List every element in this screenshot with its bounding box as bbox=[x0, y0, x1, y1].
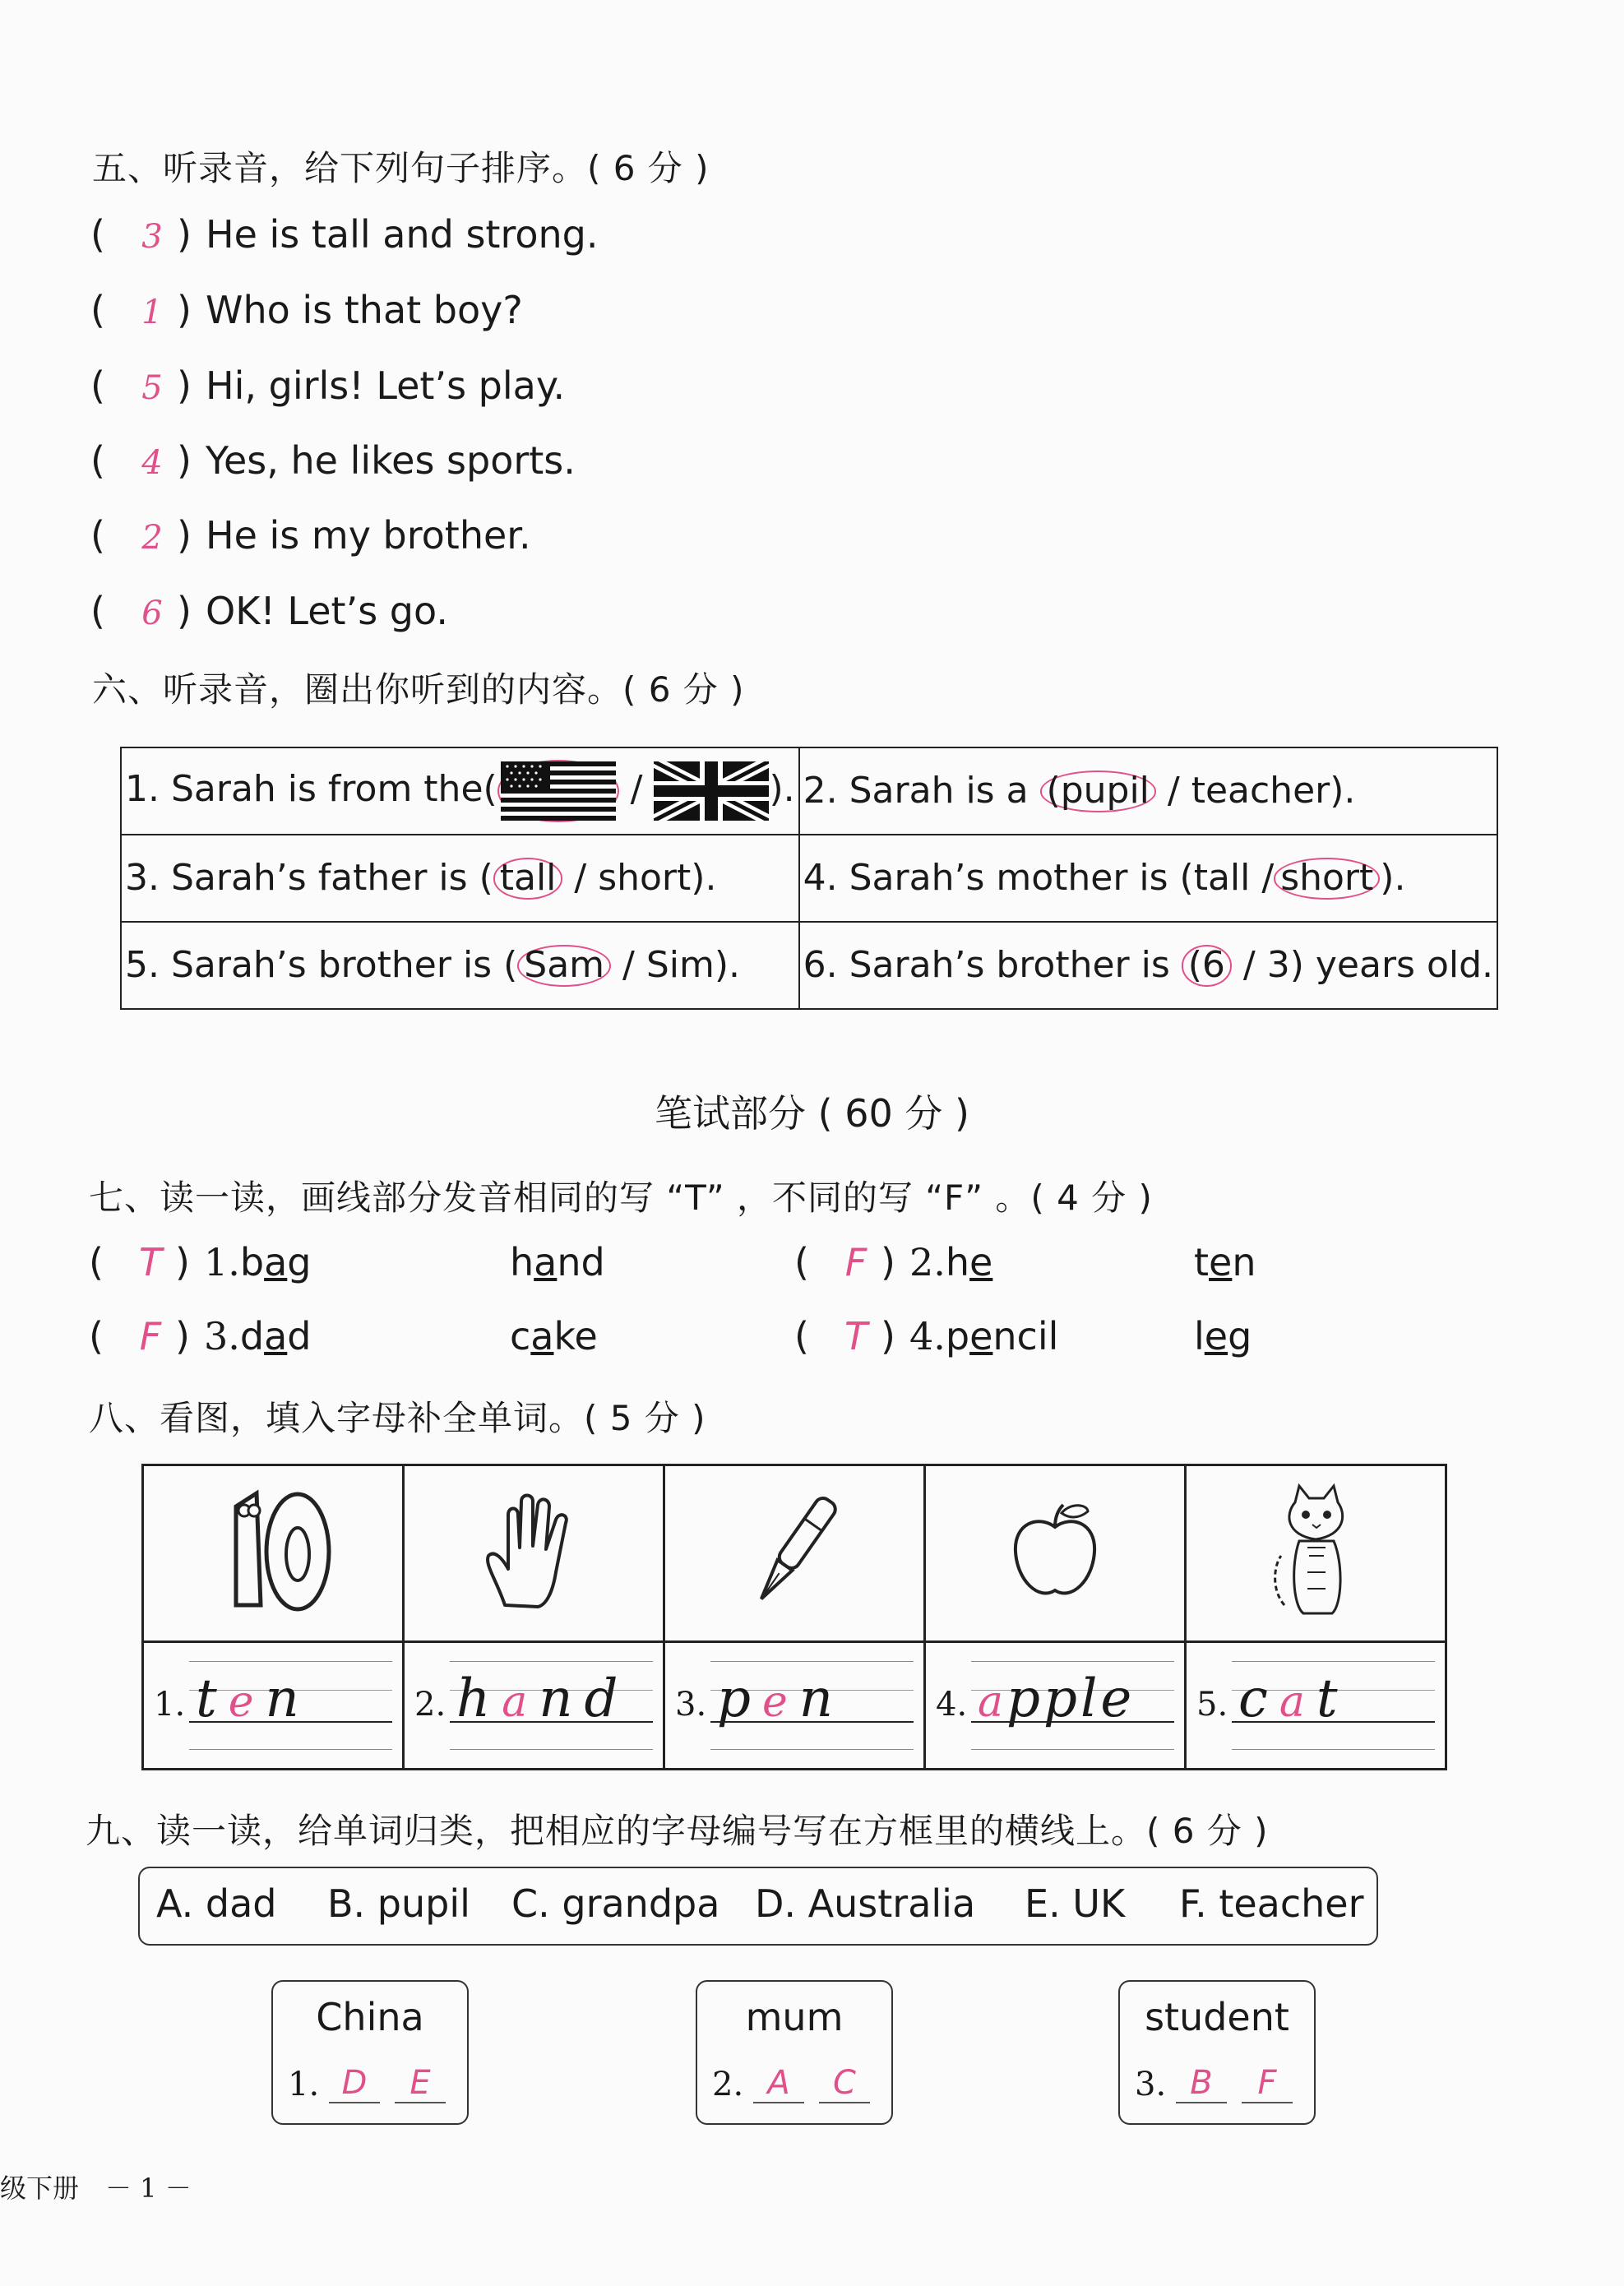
word-cell-1: 1. ten bbox=[143, 1642, 404, 1770]
circled-answer: Sam bbox=[517, 945, 611, 986]
written-part-heading: 笔试部分 ( 60 分 ) bbox=[655, 1091, 969, 1136]
s7-word: bag bbox=[239, 1240, 312, 1284]
answer-blank: C bbox=[819, 2064, 870, 2103]
uk-flag-icon bbox=[654, 761, 769, 821]
s7-item-1: ( T ) 1.bag bbox=[89, 1240, 312, 1284]
s7-word: leg bbox=[1194, 1314, 1252, 1358]
s5-sentence: Hi, girls! Let’s play. bbox=[206, 363, 566, 408]
option-b: B. pupil bbox=[327, 1881, 470, 1926]
usa-flag-circled bbox=[497, 760, 619, 822]
handwriting-lines bbox=[1232, 1661, 1435, 1750]
word-cell-3: 3. pen bbox=[664, 1642, 925, 1770]
s5-sentence: He is tall and strong. bbox=[206, 212, 599, 257]
option-f: F. teacher bbox=[1179, 1881, 1364, 1926]
handwriting-lines bbox=[971, 1661, 1174, 1750]
picture-apple bbox=[925, 1465, 1186, 1642]
option-e: E. UK bbox=[1025, 1881, 1126, 1926]
word-cell-2: 2. hand bbox=[404, 1642, 664, 1770]
completed-word: pen bbox=[717, 1668, 844, 1729]
s7-word: pencil bbox=[945, 1314, 1059, 1358]
circled-answer: tall bbox=[493, 858, 563, 899]
page-footer: 级下册 － 1 － bbox=[0, 2173, 192, 2204]
answer-blank: A bbox=[753, 2064, 804, 2103]
s5-sentence: He is my brother. bbox=[206, 513, 531, 558]
category-box-student: student 3. B F bbox=[1118, 1980, 1316, 2125]
s7-answer: F bbox=[139, 1314, 162, 1358]
section9-title: 九、读一读，给单词归类，把相应的字母编号写在方框里的横线上。( 6 分 ) bbox=[86, 1811, 1269, 1851]
category-box-mum: mum 2. A C bbox=[696, 1980, 893, 2125]
completed-word: apple bbox=[978, 1668, 1136, 1729]
s7-word: ten bbox=[1194, 1240, 1256, 1284]
s6-q5: 5. Sarah’s brother is ( Sam / Sim). bbox=[121, 922, 799, 1009]
number-ten-icon bbox=[211, 1482, 335, 1622]
s7-item-2: ( F ) 2.he bbox=[794, 1240, 993, 1284]
s5-answer: 2 bbox=[141, 519, 163, 557]
handwriting-lines bbox=[450, 1661, 653, 1750]
s5-answer: 5 bbox=[141, 369, 163, 407]
apple-icon bbox=[1006, 1498, 1104, 1605]
s6-q2: 2. Sarah is a (pupil / teacher). bbox=[799, 747, 1497, 835]
completed-word: ten bbox=[196, 1668, 311, 1729]
word-options-box bbox=[138, 1867, 1378, 1946]
word-cell-4: 4. apple bbox=[925, 1642, 1186, 1770]
s5-item-6: ( 6 ) OK! Let’s go. bbox=[90, 589, 448, 633]
s6-q1: 1. Sarah is from the( / ). bbox=[121, 747, 799, 835]
s7-item-3: ( F ) 3.dad bbox=[89, 1314, 312, 1358]
hand-icon bbox=[480, 1490, 587, 1613]
section8-title: 八、看图，填入字母补全单词。( 5 分 ) bbox=[89, 1398, 706, 1438]
s7-item-4: ( T ) 4.pencil bbox=[794, 1314, 1059, 1358]
cat-icon bbox=[1266, 1482, 1365, 1622]
category-box-china: China 1. D E bbox=[271, 1980, 469, 2125]
pen-icon bbox=[741, 1486, 848, 1617]
s6-q3: 3. Sarah’s father is ( tall / short). bbox=[121, 835, 799, 922]
circled-answer: short bbox=[1274, 858, 1380, 899]
s7-word: hand bbox=[510, 1240, 605, 1284]
circled-answer: (6 bbox=[1182, 945, 1232, 986]
handwriting-lines bbox=[710, 1661, 914, 1750]
s5-item-5: ( 2 ) He is my brother. bbox=[90, 513, 531, 558]
s5-item-2: ( 1 ) Who is that boy? bbox=[90, 288, 523, 332]
s7-word: he bbox=[945, 1240, 993, 1284]
s7-word: cake bbox=[510, 1314, 598, 1358]
option-a: A. dad bbox=[156, 1881, 277, 1926]
s5-item-3: ( 5 ) Hi, girls! Let’s play. bbox=[90, 363, 566, 408]
answer-blank: D bbox=[329, 2064, 380, 2103]
s6-q4: 4. Sarah’s mother is (tall / short ). bbox=[799, 835, 1497, 922]
s5-answer: 3 bbox=[141, 218, 163, 256]
picture-pen bbox=[664, 1465, 925, 1642]
answer-blank: E bbox=[395, 2064, 446, 2103]
s5-answer: 6 bbox=[141, 595, 163, 632]
s6-q6: 6. Sarah’s brother is (6 / 3) years old. bbox=[799, 922, 1497, 1009]
section6-title: 六、听录音，圈出你听到的内容。( 6 分 ) bbox=[92, 669, 745, 710]
s5-item-1: ( 3 ) He is tall and strong. bbox=[90, 212, 599, 257]
answer-blank: B bbox=[1176, 2064, 1227, 2103]
s7-answer: T bbox=[138, 1240, 163, 1284]
section5-title: 五、听录音，给下列句子排序。( 6 分 ) bbox=[92, 148, 710, 188]
s5-answer: 4 bbox=[141, 444, 163, 482]
completed-word: cat bbox=[1238, 1668, 1349, 1729]
usa-flag-icon bbox=[501, 761, 616, 821]
picture-word-table bbox=[141, 1464, 1447, 1770]
picture-cat bbox=[1186, 1465, 1446, 1642]
option-c: C. grandpa bbox=[511, 1881, 720, 1926]
s7-word: dad bbox=[239, 1314, 312, 1358]
s5-sentence: OK! Let’s go. bbox=[206, 589, 448, 633]
answer-blank: F bbox=[1242, 2064, 1293, 2103]
word-cell-5: 5. cat bbox=[1186, 1642, 1446, 1770]
s5-sentence: Who is that boy? bbox=[206, 288, 523, 332]
picture-hand bbox=[404, 1465, 664, 1642]
s5-answer: 1 bbox=[141, 294, 163, 331]
s5-sentence: Yes, he likes sports. bbox=[206, 438, 576, 483]
s7-answer: T bbox=[844, 1314, 868, 1358]
picture-ten bbox=[143, 1465, 404, 1642]
circled-answer: (pupil bbox=[1040, 770, 1156, 812]
completed-word: hand bbox=[456, 1668, 630, 1729]
s5-item-4: ( 4 ) Yes, he likes sports. bbox=[90, 438, 576, 483]
listening-choice-table bbox=[120, 747, 1498, 1010]
s7-answer: F bbox=[844, 1240, 868, 1284]
section7-title: 七、读一读，画线部分发音相同的写 “T” ，不同的写 “F” 。( 4 分 ) bbox=[89, 1178, 1153, 1218]
handwriting-lines bbox=[189, 1661, 392, 1750]
option-d: D. Australia bbox=[755, 1881, 976, 1926]
